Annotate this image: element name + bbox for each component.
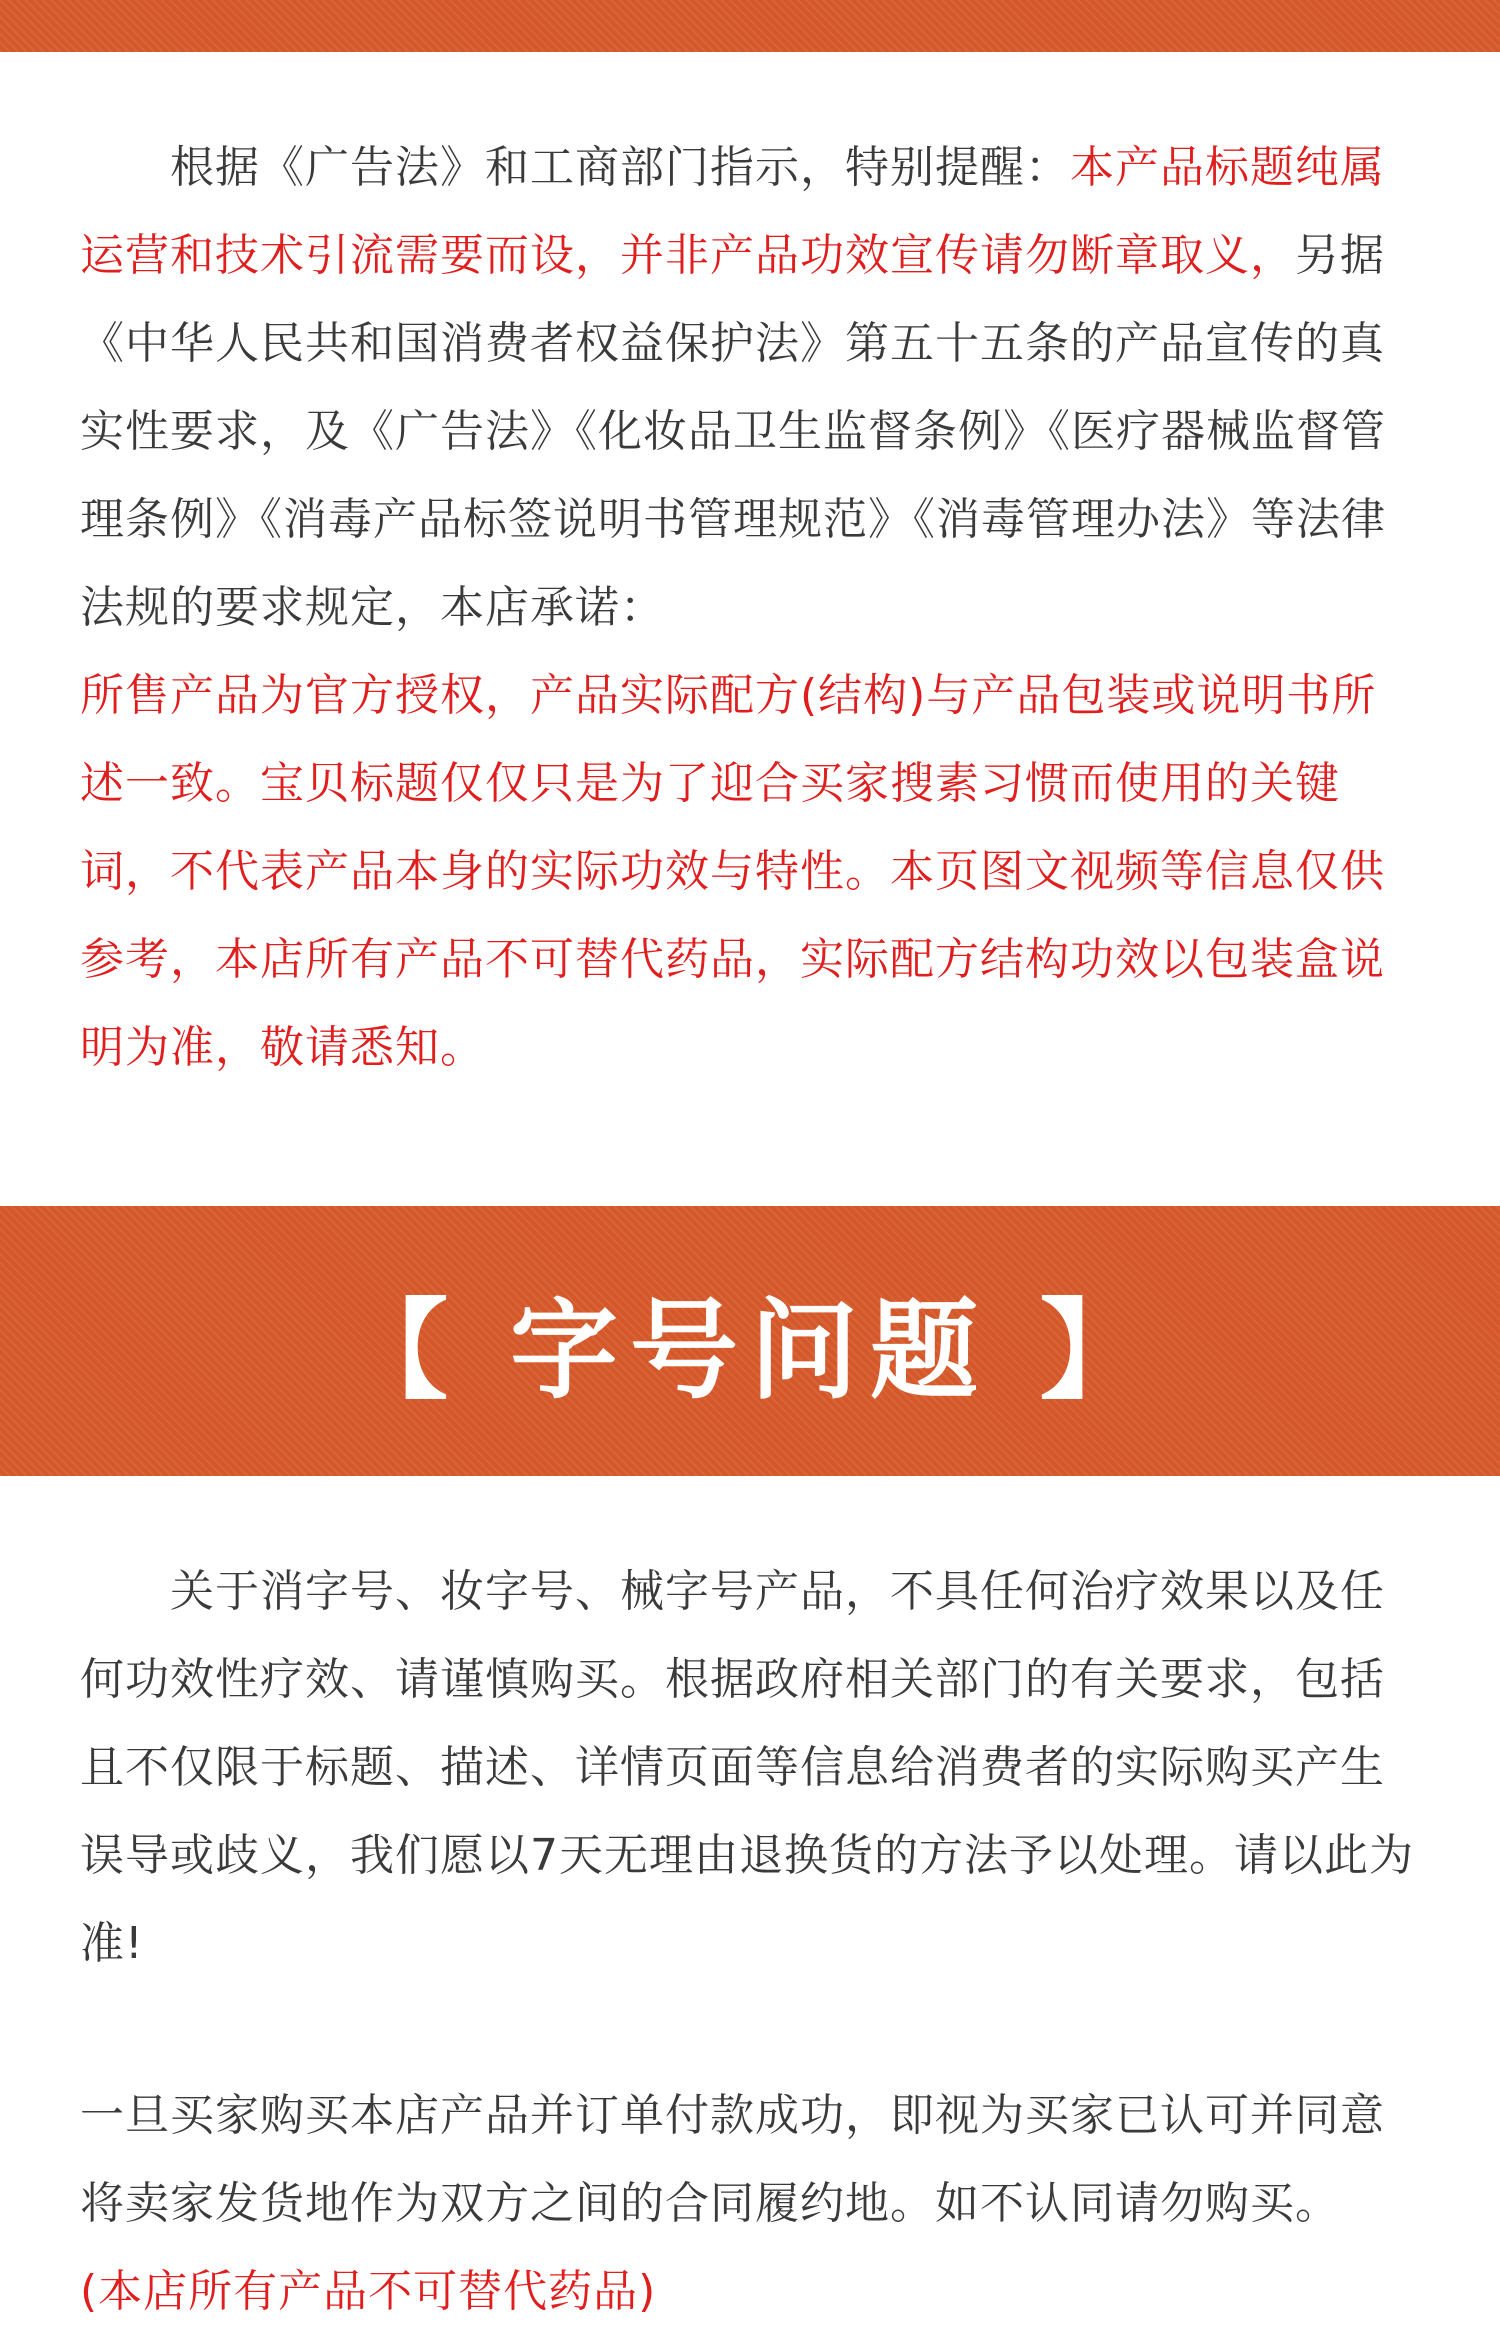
contract-note: (本店所有产品不可替代药品)	[80, 2266, 657, 2317]
license-paragraph: 关于消字号、妆字号、械字号产品，不具任何治疗效果以及任何功效性疗效、请谨慎购买。根据政府相关部门的有关要求，包括且不仅限于标题、描述、详情页面等信息给消费者的实际购买产生误导或歧义，我们愿以7天无理由退换货的方法予以处理。请以此为准!	[80, 1566, 1414, 1969]
top-accent-bar	[0, 0, 1500, 52]
store-commitment-text: 所售产品为官方授权，产品实际配方(结构)与产品包装或说明书所述一致。宝贝标题仅仅只是为了迎合买家搜素习惯而使用的关键词，不代表产品本身的实际功效与特性。本页图文视频等信息仅供参考，本店所有产品不可替代药品，实际配方结构功效以包装盒说明为准，敬请悉知。	[80, 670, 1385, 1073]
notice-intro-text: 根据《广告法》和工商部门指示，特别提醒：	[170, 142, 1070, 193]
section-heading-title: 【 字号问题 】	[340, 1288, 1160, 1414]
notice-warning-text: 本产品标题纯属运营和技术引流需要而设，并非产品功效宣传请勿断章取义，	[80, 142, 1385, 281]
notice-paragraph	[80, 124, 1420, 652]
section-heading-band	[0, 1206, 1500, 1476]
contract-paragraph: 一旦买家购买本店产品并订单付款成功，即视为买家已认可并同意将卖家发货地作为双方之间的合同履约地。如不认同请勿购买。	[80, 2090, 1385, 2229]
notice-law-references-text: 另据《中华人民共和国消费者权益保护法》第五十五条的产品宣传的真实性要求，及《广告法》《化妆品卫生监督条例》《医疗器械监督管理条例》《消毒产品标签说明书管理规范》《消毒管理办法》等法律法规的要求规定，本店承诺：	[80, 230, 1386, 633]
license-number-notice	[80, 1548, 1420, 1988]
advertising-law-notice	[80, 124, 1420, 1092]
contract-notice	[80, 2072, 1420, 2336]
